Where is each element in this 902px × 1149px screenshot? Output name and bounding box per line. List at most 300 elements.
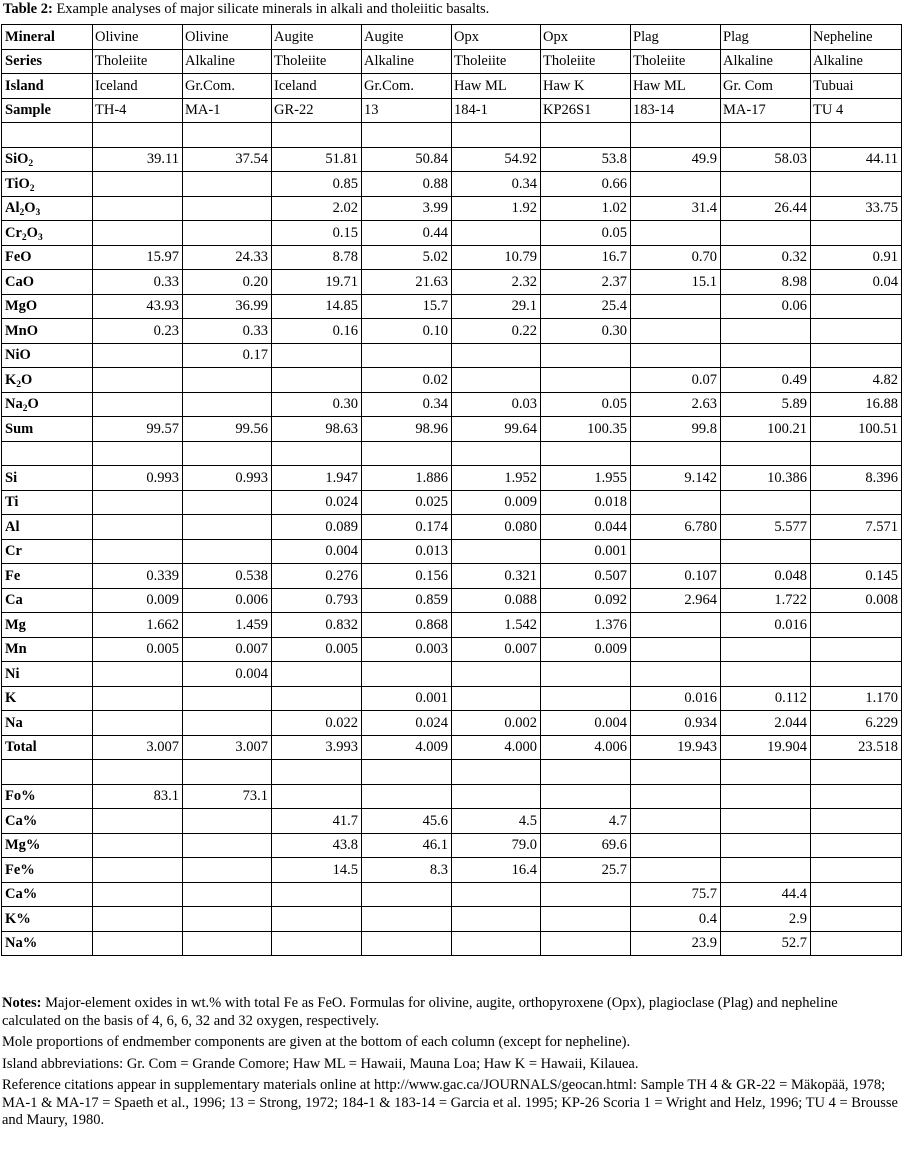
value-cell: 75.7	[631, 882, 721, 907]
value-cell: 0.004	[541, 711, 631, 736]
value-cell: 9.142	[631, 466, 721, 491]
value-cell	[452, 784, 541, 809]
value-cell: 0.993	[183, 466, 272, 491]
value-cell: 19.71	[272, 270, 362, 295]
value-cell	[541, 907, 631, 932]
note-1-text: Major-element oxides in wt.% with total Fe as FeO. Formulas for olivine, augite, orthopyroxene (Opx), plagioclase (Plag) and nepheline calculated on the basis of 4, 6, 6, 32 and 32 oxygen, respectively.	[2, 995, 838, 1029]
value-cell: 16.88	[811, 392, 902, 417]
value-cell: 5.577	[721, 515, 811, 540]
row-label	[2, 515, 93, 540]
value-cell: 4.009	[362, 735, 452, 760]
row-label	[2, 441, 93, 466]
table-row	[2, 564, 902, 589]
value-cell: 0.007	[183, 637, 272, 662]
value-cell: 4.7	[541, 809, 631, 834]
header-cell: Iceland	[93, 74, 183, 99]
value-cell	[93, 196, 183, 221]
value-cell	[93, 686, 183, 711]
value-cell	[183, 123, 272, 148]
value-cell: 0.339	[93, 564, 183, 589]
value-cell: 8.78	[272, 245, 362, 270]
value-cell	[362, 784, 452, 809]
value-cell: 0.66	[541, 172, 631, 197]
value-cell: 43.93	[93, 294, 183, 319]
value-cell	[183, 711, 272, 736]
value-cell	[541, 784, 631, 809]
table-row	[2, 490, 902, 515]
row-label	[2, 466, 93, 491]
value-cell	[183, 490, 272, 515]
table-row	[2, 686, 902, 711]
label-text-2: O	[27, 396, 39, 413]
value-cell	[362, 760, 452, 785]
value-cell	[272, 882, 362, 907]
spacer-row	[2, 760, 902, 785]
value-cell: 0.32	[721, 245, 811, 270]
row-label: Series	[2, 49, 93, 74]
table-row	[2, 392, 902, 417]
label-subscript: 2	[28, 159, 34, 170]
value-cell: 0.145	[811, 564, 902, 589]
table-row	[2, 931, 902, 956]
value-cell: 5.02	[362, 245, 452, 270]
row-label	[2, 931, 93, 956]
value-cell	[721, 858, 811, 883]
spacer-row	[2, 123, 902, 148]
value-cell	[93, 907, 183, 932]
header-cell: Haw K	[541, 74, 631, 99]
label-text: K%	[5, 910, 31, 927]
value-cell	[452, 686, 541, 711]
value-cell	[93, 392, 183, 417]
value-cell	[721, 172, 811, 197]
row-label	[2, 735, 93, 760]
table-row	[2, 172, 902, 197]
value-cell	[452, 441, 541, 466]
value-cell: 0.934	[631, 711, 721, 736]
value-cell	[721, 784, 811, 809]
value-cell	[541, 123, 631, 148]
value-cell: 8.3	[362, 858, 452, 883]
value-cell: 0.02	[362, 368, 452, 393]
label-text: Total	[5, 739, 37, 756]
mineral-analyses-table	[1, 24, 902, 956]
value-cell: 0.859	[362, 588, 452, 613]
value-cell	[631, 490, 721, 515]
value-cell	[362, 882, 452, 907]
value-cell: 26.44	[721, 196, 811, 221]
value-cell: 29.1	[452, 294, 541, 319]
row-label	[2, 637, 93, 662]
value-cell	[631, 319, 721, 344]
value-cell: 0.001	[362, 686, 452, 711]
value-cell	[183, 809, 272, 834]
value-cell	[811, 319, 902, 344]
value-cell: 7.571	[811, 515, 902, 540]
value-cell	[721, 662, 811, 687]
caption-text: Example analyses of major silicate minerals in alkali and tholeiitic basalts.	[56, 1, 490, 17]
value-cell	[272, 441, 362, 466]
value-cell	[93, 809, 183, 834]
value-cell	[93, 123, 183, 148]
value-cell: 2.044	[721, 711, 811, 736]
value-cell	[93, 490, 183, 515]
header-cell: Gr.Com.	[362, 74, 452, 99]
value-cell: 100.21	[721, 417, 811, 442]
value-cell	[811, 931, 902, 956]
header-cell: Tholeiite	[93, 49, 183, 74]
value-cell	[93, 858, 183, 883]
value-cell	[272, 343, 362, 368]
value-cell: 49.9	[631, 147, 721, 172]
value-cell	[631, 172, 721, 197]
value-cell	[811, 882, 902, 907]
value-cell: 33.75	[811, 196, 902, 221]
value-cell	[811, 637, 902, 662]
value-cell	[362, 441, 452, 466]
value-cell: 0.107	[631, 564, 721, 589]
value-cell: 53.8	[541, 147, 631, 172]
header-cell: Tholeiite	[272, 49, 362, 74]
value-cell: 2.02	[272, 196, 362, 221]
header-cell: Tubuai	[811, 74, 902, 99]
value-cell	[93, 711, 183, 736]
label-text: Na	[5, 396, 23, 413]
value-cell: 0.538	[183, 564, 272, 589]
table-row	[2, 147, 902, 172]
label-subscript: 2	[29, 183, 35, 194]
value-cell	[631, 760, 721, 785]
header-cell: Haw ML	[631, 74, 721, 99]
value-cell: 0.013	[362, 539, 452, 564]
value-cell	[452, 662, 541, 687]
value-cell: 14.5	[272, 858, 362, 883]
value-cell: 0.34	[362, 392, 452, 417]
value-cell: 6.780	[631, 515, 721, 540]
value-cell: 98.96	[362, 417, 452, 442]
value-cell: 25.7	[541, 858, 631, 883]
value-cell: 69.6	[541, 833, 631, 858]
value-cell: 100.51	[811, 417, 902, 442]
value-cell: 3.993	[272, 735, 362, 760]
value-cell	[811, 613, 902, 638]
row-label	[2, 417, 93, 442]
table-row	[2, 245, 902, 270]
value-cell: 3.007	[183, 735, 272, 760]
value-cell	[631, 858, 721, 883]
value-cell	[452, 221, 541, 246]
value-cell	[93, 172, 183, 197]
value-cell	[93, 760, 183, 785]
value-cell: 3.99	[362, 196, 452, 221]
value-cell	[93, 368, 183, 393]
value-cell: 0.024	[272, 490, 362, 515]
label-text: MnO	[5, 322, 39, 339]
row-label	[2, 392, 93, 417]
value-cell: 0.88	[362, 172, 452, 197]
value-cell	[93, 221, 183, 246]
header-cell: Haw ML	[452, 74, 541, 99]
value-cell: 0.016	[721, 613, 811, 638]
row-label	[2, 319, 93, 344]
value-cell: 0.276	[272, 564, 362, 589]
value-cell	[631, 441, 721, 466]
table-row	[2, 711, 902, 736]
value-cell: 41.7	[272, 809, 362, 834]
value-cell: 0.832	[272, 613, 362, 638]
value-cell	[811, 833, 902, 858]
value-cell: 0.092	[541, 588, 631, 613]
table-row	[2, 637, 902, 662]
spacer-row	[2, 441, 902, 466]
label-text: Si	[5, 469, 18, 486]
value-cell: 0.33	[183, 319, 272, 344]
value-cell	[183, 686, 272, 711]
row-label	[2, 613, 93, 638]
value-cell: 0.006	[183, 588, 272, 613]
table-notes	[2, 995, 900, 1134]
value-cell: 0.30	[541, 319, 631, 344]
value-cell	[183, 392, 272, 417]
label-text: Mn	[5, 641, 27, 658]
table-row	[2, 882, 902, 907]
value-cell	[811, 907, 902, 932]
value-cell: 0.321	[452, 564, 541, 589]
value-cell: 23.518	[811, 735, 902, 760]
table-row	[2, 784, 902, 809]
row-label: Mineral	[2, 25, 93, 50]
value-cell	[631, 613, 721, 638]
header-cell: MA-17	[721, 98, 811, 123]
value-cell: 1.886	[362, 466, 452, 491]
value-cell	[541, 686, 631, 711]
header-cell: Alkaline	[183, 49, 272, 74]
value-cell: 0.06	[721, 294, 811, 319]
table-row	[2, 809, 902, 834]
value-cell: 0.005	[272, 637, 362, 662]
value-cell	[811, 123, 902, 148]
value-cell: 0.10	[362, 319, 452, 344]
value-cell: 0.156	[362, 564, 452, 589]
label-text: Na	[5, 714, 23, 731]
label-text: Mg	[5, 616, 26, 633]
value-cell: 8.396	[811, 466, 902, 491]
value-cell	[362, 123, 452, 148]
header-cell: Opx	[452, 25, 541, 50]
header-cell: Iceland	[272, 74, 362, 99]
table-row	[2, 221, 902, 246]
value-cell: 15.97	[93, 245, 183, 270]
table-row	[2, 613, 902, 638]
header-cell: Augite	[362, 25, 452, 50]
value-cell	[362, 931, 452, 956]
value-cell: 0.009	[541, 637, 631, 662]
value-cell: 37.54	[183, 147, 272, 172]
label-text: Fe	[5, 567, 21, 584]
label-text-2: O	[26, 224, 38, 241]
value-cell: 0.05	[541, 221, 631, 246]
value-cell	[362, 907, 452, 932]
header-cell: GR-22	[272, 98, 362, 123]
value-cell: 2.964	[631, 588, 721, 613]
value-cell: 0.91	[811, 245, 902, 270]
table-body	[2, 25, 902, 956]
table-row	[2, 319, 902, 344]
value-cell: 45.6	[362, 809, 452, 834]
row-label	[2, 490, 93, 515]
label-text: Na%	[5, 935, 38, 952]
value-cell: 0.016	[631, 686, 721, 711]
value-cell: 16.7	[541, 245, 631, 270]
table-row	[2, 539, 902, 564]
value-cell: 0.22	[452, 319, 541, 344]
value-cell: 0.080	[452, 515, 541, 540]
value-cell: 5.89	[721, 392, 811, 417]
value-cell: 39.11	[93, 147, 183, 172]
value-cell: 0.70	[631, 245, 721, 270]
table-row	[2, 294, 902, 319]
value-cell	[541, 882, 631, 907]
value-cell: 3.007	[93, 735, 183, 760]
value-cell: 99.64	[452, 417, 541, 442]
row-label	[2, 686, 93, 711]
value-cell: 0.088	[452, 588, 541, 613]
row-label	[2, 294, 93, 319]
value-cell: 19.943	[631, 735, 721, 760]
header-cell: 183-14	[631, 98, 721, 123]
value-cell: 4.5	[452, 809, 541, 834]
value-cell: 43.8	[272, 833, 362, 858]
value-cell: 6.229	[811, 711, 902, 736]
value-cell: 0.17	[183, 343, 272, 368]
value-cell: 10.79	[452, 245, 541, 270]
value-cell: 0.49	[721, 368, 811, 393]
value-cell	[721, 123, 811, 148]
value-cell: 2.9	[721, 907, 811, 932]
value-cell: 1.722	[721, 588, 811, 613]
table-row	[2, 907, 902, 932]
value-cell: 83.1	[93, 784, 183, 809]
value-cell	[183, 172, 272, 197]
value-cell	[452, 123, 541, 148]
value-cell	[541, 368, 631, 393]
value-cell: 25.4	[541, 294, 631, 319]
label-text-2: O	[21, 371, 33, 388]
value-cell: 0.003	[362, 637, 452, 662]
row-label: Island	[2, 74, 93, 99]
label-text: K	[5, 690, 17, 707]
value-cell: 0.44	[362, 221, 452, 246]
value-cell: 52.7	[721, 931, 811, 956]
value-cell	[721, 539, 811, 564]
label-text: Sum	[5, 420, 34, 437]
value-cell: 14.85	[272, 294, 362, 319]
value-cell: 0.044	[541, 515, 631, 540]
label-text: MgO	[5, 298, 38, 315]
value-cell: 1.459	[183, 613, 272, 638]
value-cell: 44.11	[811, 147, 902, 172]
note-1	[2, 995, 900, 1030]
row-label	[2, 343, 93, 368]
table-row	[2, 735, 902, 760]
value-cell: 2.37	[541, 270, 631, 295]
value-cell	[183, 221, 272, 246]
value-cell	[93, 931, 183, 956]
value-cell: 0.30	[272, 392, 362, 417]
value-cell	[541, 662, 631, 687]
value-cell	[93, 539, 183, 564]
header-cell: Tholeiite	[631, 49, 721, 74]
table-row	[2, 368, 902, 393]
row-label	[2, 270, 93, 295]
value-cell	[721, 343, 811, 368]
value-cell: 0.112	[721, 686, 811, 711]
header-cell: KP26S1	[541, 98, 631, 123]
header-cell: Plag	[721, 25, 811, 50]
value-cell: 10.386	[721, 466, 811, 491]
label-subscript: 2	[21, 232, 27, 243]
row-label	[2, 760, 93, 785]
value-cell	[631, 539, 721, 564]
value-cell	[811, 760, 902, 785]
header-cell: MA-1	[183, 98, 272, 123]
value-cell: 99.56	[183, 417, 272, 442]
header-cell: Alkaline	[721, 49, 811, 74]
value-cell: 0.174	[362, 515, 452, 540]
caption-label: Table 2:	[3, 1, 53, 17]
value-cell: 0.008	[811, 588, 902, 613]
header-cell: Olivine	[93, 25, 183, 50]
value-cell: 79.0	[452, 833, 541, 858]
value-cell	[631, 833, 721, 858]
value-cell	[183, 858, 272, 883]
label-text: Cr	[5, 224, 22, 241]
row-label	[2, 196, 93, 221]
value-cell: 73.1	[183, 784, 272, 809]
value-cell: 0.002	[452, 711, 541, 736]
header-cell: Gr.Com.	[183, 74, 272, 99]
row-label	[2, 588, 93, 613]
value-cell: 1.92	[452, 196, 541, 221]
value-cell: 99.8	[631, 417, 721, 442]
label-text: Al	[5, 518, 20, 535]
value-cell	[183, 441, 272, 466]
value-cell: 0.007	[452, 637, 541, 662]
header-cell: 184-1	[452, 98, 541, 123]
value-cell: 4.82	[811, 368, 902, 393]
value-cell	[452, 907, 541, 932]
header-cell: TH-4	[93, 98, 183, 123]
value-cell: 0.868	[362, 613, 452, 638]
value-cell	[183, 515, 272, 540]
value-cell: 24.33	[183, 245, 272, 270]
value-cell	[452, 539, 541, 564]
header-cell: Augite	[272, 25, 362, 50]
value-cell	[541, 441, 631, 466]
value-cell	[93, 833, 183, 858]
value-cell	[631, 221, 721, 246]
label-text: Fe%	[5, 861, 35, 878]
value-cell: 4.006	[541, 735, 631, 760]
value-cell	[721, 809, 811, 834]
header-cell: TU 4	[811, 98, 902, 123]
value-cell	[272, 686, 362, 711]
label-text: Ti	[5, 494, 19, 511]
value-cell	[811, 172, 902, 197]
value-cell	[811, 662, 902, 687]
value-cell: 1.02	[541, 196, 631, 221]
value-cell	[811, 294, 902, 319]
